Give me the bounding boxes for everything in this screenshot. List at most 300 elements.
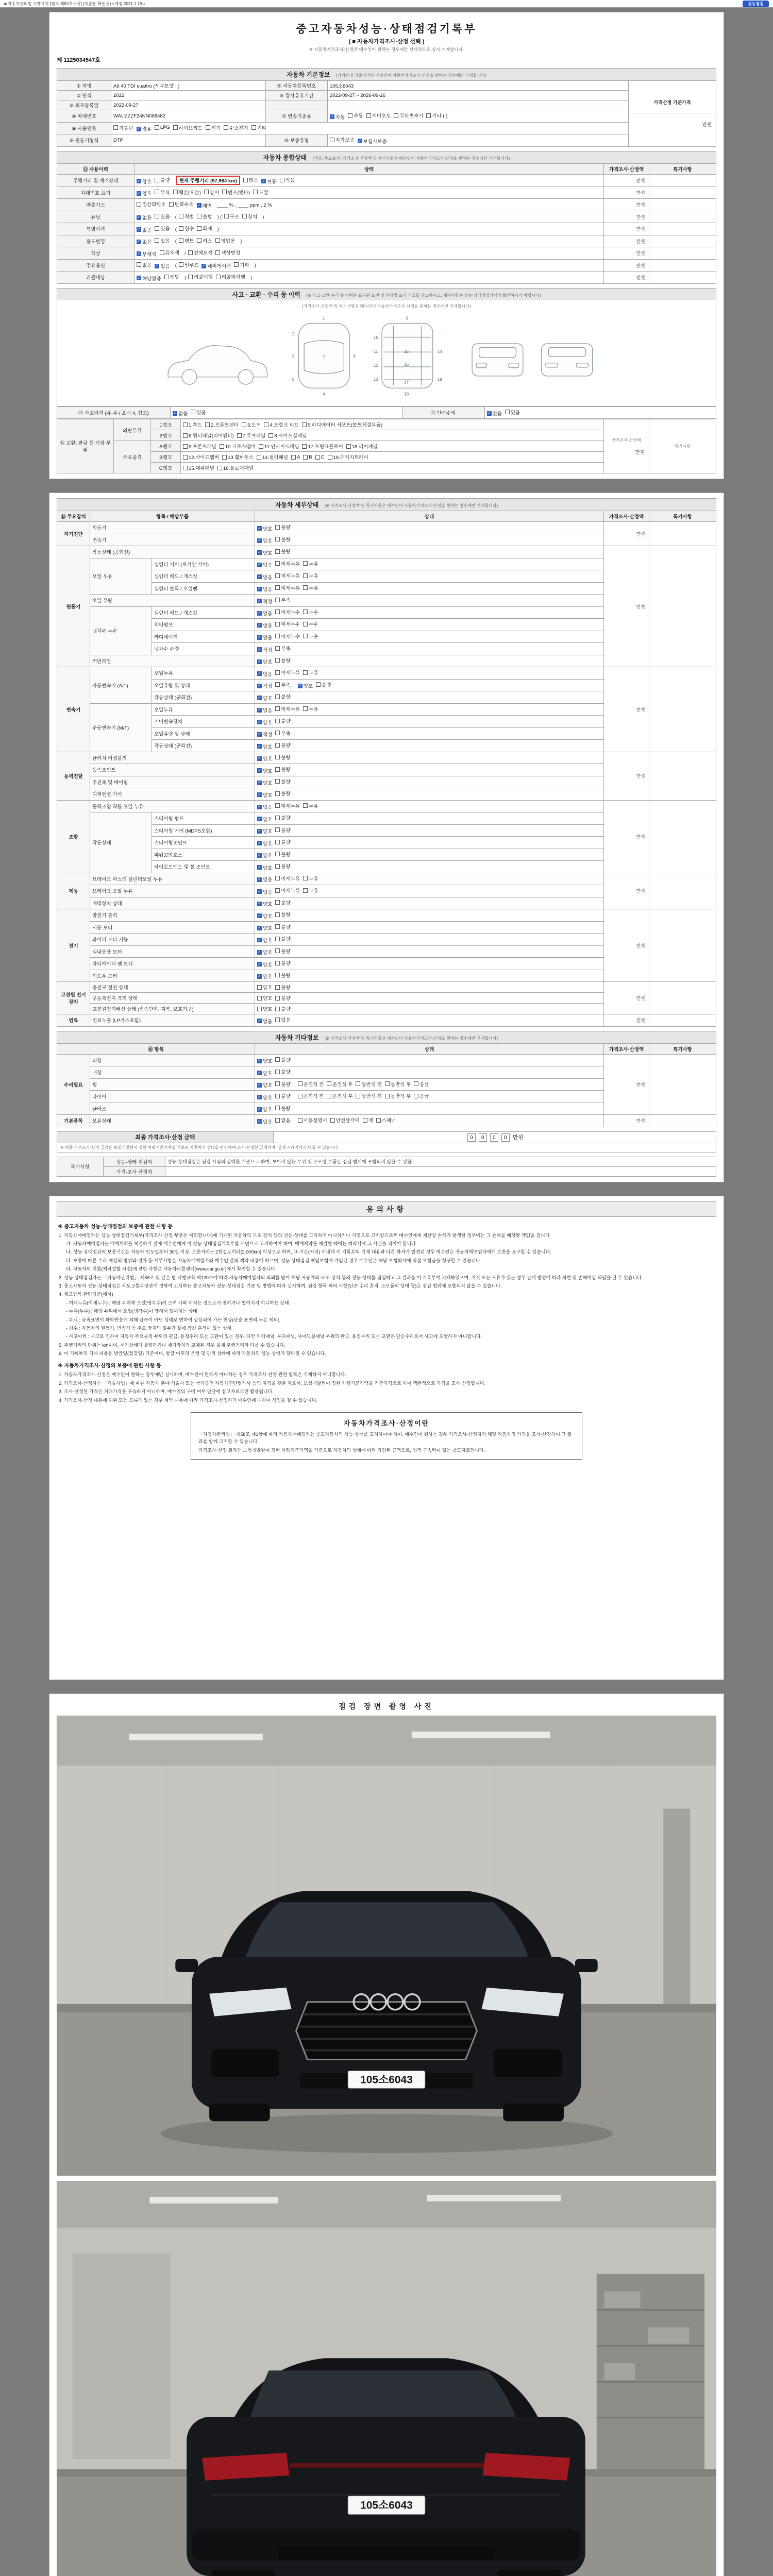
state-cell [255, 752, 604, 764]
checkbox-option[interactable] [275, 1116, 290, 1124]
checkbox-option[interactable] [303, 620, 318, 628]
checkbox-option[interactable] [257, 948, 272, 956]
checkbox-option[interactable] [257, 682, 272, 689]
checkbox-option[interactable] [137, 125, 152, 132]
checkbox-option[interactable] [257, 622, 272, 629]
checkbox-option[interactable] [257, 912, 272, 920]
checkbox-option[interactable] [257, 755, 272, 762]
checkbox-option[interactable] [257, 1118, 272, 1125]
checkbox-option[interactable] [298, 1116, 327, 1124]
checkbox-option[interactable] [275, 947, 290, 955]
checkbox-option[interactable] [275, 1056, 290, 1063]
engine-type-value: DTP [111, 134, 266, 147]
checkbox-option[interactable] [315, 454, 325, 460]
checkbox-option[interactable] [206, 124, 221, 131]
checkbox-label: 양호 [263, 1007, 273, 1012]
unchecked-box-icon [275, 888, 280, 893]
checkbox-option[interactable] [257, 731, 272, 738]
checkbox-option[interactable] [197, 225, 212, 232]
unchecked-box-icon [303, 455, 308, 460]
checkbox-label: 자동 [335, 114, 345, 121]
checkbox-label: 부족 [281, 646, 291, 652]
checkbox-option[interactable] [242, 213, 257, 220]
device-cell: 자기진단 [57, 522, 90, 546]
checkbox-option[interactable] [275, 911, 290, 918]
checkbox-label: 15.대쉬패널 [189, 466, 214, 471]
checkbox-option[interactable] [257, 1081, 272, 1089]
checkbox-option[interactable] [261, 178, 276, 185]
checkbox-option[interactable] [188, 249, 213, 256]
unchecked-box-icon [303, 573, 308, 578]
checkbox-option[interactable] [251, 124, 266, 131]
checkbox-option[interactable] [215, 249, 240, 256]
checkbox-option[interactable] [237, 432, 266, 439]
checkbox-option[interactable] [257, 973, 272, 980]
checkbox-option[interactable] [242, 421, 261, 428]
checkbox-option[interactable] [257, 816, 272, 823]
checkbox-option[interactable] [179, 225, 194, 232]
checkbox-option[interactable] [275, 608, 300, 616]
checkbox-option[interactable] [348, 112, 363, 119]
checkbox-option[interactable] [257, 994, 272, 1002]
checkbox-option[interactable] [275, 838, 290, 845]
checkbox-option[interactable] [328, 453, 368, 461]
checkbox-option[interactable] [205, 421, 239, 428]
checked-box-icon [257, 659, 262, 664]
checkbox-option[interactable] [303, 669, 318, 676]
checkbox-option[interactable] [173, 189, 201, 196]
checkbox-option[interactable] [385, 1092, 411, 1099]
checkbox-label: LPG [160, 125, 170, 130]
notices-panel [49, 1196, 724, 1680]
checkbox-option[interactable] [137, 178, 152, 185]
checkbox-option[interactable] [316, 681, 331, 688]
checkbox-option[interactable] [303, 560, 318, 567]
checkbox-option[interactable] [275, 584, 300, 591]
item-cell: 윈도우 모터 [90, 970, 255, 982]
checkbox-option[interactable] [220, 443, 256, 450]
remark-cell [649, 909, 716, 982]
checkbox-option[interactable] [366, 112, 391, 119]
checkbox-option[interactable] [183, 464, 214, 471]
checkbox-option[interactable] [303, 705, 318, 713]
notice-line: 3. 조사·산정된 가격은 거래가격을 구속하지 아니하며, 매수인의 구매 여부 판단에 참고자료로만 활용됩니다. [59, 1389, 274, 1395]
checkbox-option[interactable] [275, 560, 300, 567]
checkbox-option[interactable] [257, 706, 272, 714]
state-cell [255, 776, 604, 788]
checkbox-option[interactable] [275, 741, 290, 749]
checkbox-option[interactable] [505, 409, 520, 416]
checkbox-option[interactable] [291, 454, 300, 460]
checkbox-option[interactable] [275, 1092, 290, 1099]
checkbox-option[interactable] [394, 112, 423, 119]
checkbox-option[interactable] [275, 802, 300, 809]
state-text: ) [262, 214, 264, 220]
checkbox-option[interactable] [275, 826, 290, 834]
checkbox-label: 양호 [263, 985, 273, 991]
checkbox-option[interactable] [275, 814, 290, 821]
checkbox-option[interactable] [179, 213, 194, 220]
checkbox-option[interactable] [191, 409, 206, 416]
checkbox-option[interactable] [275, 959, 290, 967]
checkbox-option[interactable] [275, 730, 290, 737]
checkbox-option[interactable] [173, 124, 203, 131]
checkbox-option[interactable] [160, 249, 180, 256]
rank1-options [181, 419, 604, 430]
checkbox-option[interactable] [216, 273, 245, 280]
comprehensive-note: (색상, 주요옵션, 가격조사·산정액 및 특기사항은 매수인이 자동차가격조사·산정을 원하는 경우에만 기재합니다) [312, 156, 510, 161]
unchecked-box-icon [155, 125, 159, 130]
checkbox-label: 불량 [281, 840, 291, 845]
checkbox-option[interactable] [183, 453, 219, 461]
checkbox-option[interactable] [275, 766, 290, 773]
checkbox-option[interactable] [257, 453, 288, 461]
checkbox-option[interactable] [257, 585, 272, 592]
checkbox-option[interactable] [275, 669, 300, 676]
checkbox-option[interactable] [155, 213, 170, 220]
remark-cell [649, 187, 716, 199]
checkbox-option[interactable] [222, 189, 250, 196]
checkbox-option[interactable] [275, 778, 290, 785]
checkbox-option[interactable] [257, 1070, 272, 1077]
inspector-comment: 성능·상태점검은 점검 시점의 상태를 기준으로 하며, 보이지 않는 부위 및 소모성 부품은 점검 범위에 포함되지 않을 수 있음. [165, 1157, 716, 1166]
checkbox-option[interactable] [275, 754, 290, 761]
unchecked-box-icon [275, 973, 280, 977]
notice-line: 다. 보증에 따른 수리·배상의 범위와 절차 등 세부사항은 자동차매매업자와 매수인 간의 계약 내용에 따르며, 성능·상태점검 책임보험에 가입된 경우 매수인은 해당 보험회사에 직접 보험금을 청구할 수 있습니다. [66, 1258, 482, 1263]
checkbox-option[interactable] [137, 200, 166, 208]
checkbox-option[interactable] [275, 994, 290, 1002]
checkbox-option[interactable] [275, 681, 290, 688]
unchecked-box-icon [275, 996, 280, 1001]
checkbox-option[interactable] [257, 937, 272, 944]
checkbox-option[interactable] [137, 214, 152, 221]
checkbox-option[interactable] [197, 237, 212, 244]
checkbox-option[interactable] [222, 453, 254, 461]
checkbox-option[interactable] [275, 1005, 290, 1012]
checkbox-option[interactable] [137, 190, 152, 197]
checkbox-option[interactable] [414, 1092, 429, 1099]
checkbox-option[interactable] [257, 791, 272, 799]
checkbox-option[interactable] [257, 803, 272, 810]
checkbox-option[interactable] [257, 549, 272, 556]
checkbox-option[interactable] [257, 658, 272, 665]
checkbox-label: 14.필러패널 [262, 455, 288, 461]
checkbox-option[interactable] [356, 1080, 381, 1088]
checkbox-option[interactable] [183, 421, 202, 428]
checkbox-option[interactable] [275, 899, 290, 906]
checkbox-label: 있음 [160, 214, 170, 220]
checkbox-option[interactable] [215, 237, 236, 244]
checkbox-option[interactable] [275, 657, 290, 664]
checkbox-option[interactable] [346, 443, 378, 450]
svg-text:18: 18 [404, 392, 409, 397]
checkbox-label: 양호 [263, 829, 273, 835]
checkbox-option[interactable] [257, 876, 272, 883]
checkbox-label: 부족 [281, 731, 291, 737]
state-cell [255, 655, 604, 667]
fuel-options [111, 122, 629, 134]
checkbox-option[interactable] [275, 935, 290, 942]
rankA-label: A랭크 [151, 441, 181, 452]
unchecked-box-icon [155, 178, 159, 182]
checkbox-option[interactable] [257, 900, 272, 907]
checkbox-option[interactable] [363, 1116, 373, 1124]
checkbox-label: 없음 [263, 805, 273, 810]
checkbox-option[interactable] [275, 536, 290, 543]
checkbox-option[interactable] [275, 1105, 290, 1112]
checkbox-option[interactable] [330, 113, 345, 121]
checkbox-label: C [321, 454, 325, 460]
checkbox-option[interactable] [257, 1106, 272, 1113]
checked-box-icon [257, 756, 262, 761]
checkbox-option[interactable] [201, 262, 231, 269]
remark-cell [649, 1115, 716, 1127]
checkbox-option[interactable] [275, 1080, 290, 1088]
item-cell: 브레이크 오일 누유 [90, 885, 255, 897]
checkbox-option[interactable] [173, 410, 188, 417]
checkbox-option[interactable] [275, 693, 290, 700]
checkbox-option[interactable] [257, 827, 272, 835]
checkbox-option[interactable] [155, 237, 170, 244]
checkbox-option[interactable] [303, 584, 318, 591]
price-cell: 만원 [604, 211, 649, 223]
checkbox-option[interactable] [257, 537, 272, 544]
checkbox-option[interactable] [257, 561, 272, 568]
table-row [57, 110, 716, 123]
unchecked-box-icon [188, 275, 193, 279]
checkbox-label: 양호 [263, 853, 273, 859]
checkbox-option[interactable] [188, 273, 213, 280]
checked-box-icon [257, 574, 262, 579]
checkbox-option[interactable] [275, 705, 300, 713]
unchecked-box-icon [275, 840, 280, 844]
checkbox-option[interactable] [257, 634, 272, 641]
checkbox-label: 미세누수 [281, 634, 300, 640]
checkbox-option[interactable] [155, 262, 170, 269]
checkbox-option[interactable] [303, 454, 312, 460]
mileage-highlight: 현재 주행거리 (57,964 km) [176, 176, 240, 185]
checkbox-label: 리스 [203, 238, 212, 244]
checkbox-option[interactable] [113, 124, 133, 131]
checkbox-option[interactable] [275, 862, 290, 870]
checkbox-option[interactable] [358, 138, 387, 145]
subitem-cell: 실린더 커버 (로커암 커버) [152, 558, 255, 570]
svg-text:19: 19 [437, 377, 442, 382]
state-cell [255, 861, 604, 873]
checkbox-label: 양호 [263, 913, 273, 920]
checkbox-option[interactable] [137, 275, 161, 282]
rankC-options [181, 463, 604, 473]
checkbox-option[interactable] [234, 261, 249, 268]
svg-text:4: 4 [323, 392, 325, 397]
checkbox-option[interactable] [298, 1080, 324, 1088]
checkbox-option[interactable] [257, 1094, 272, 1101]
svg-text:11: 11 [373, 349, 378, 354]
checkbox-option[interactable] [257, 840, 272, 847]
checkbox-option[interactable] [303, 633, 318, 640]
main-frame-label: 주요골격 [114, 441, 151, 473]
checkbox-option[interactable] [385, 1080, 411, 1088]
rank1-label: 1랭크 [151, 419, 181, 430]
checkbox-option[interactable] [257, 852, 272, 859]
checkbox-option[interactable] [376, 1116, 396, 1124]
checkbox-option[interactable] [257, 743, 272, 750]
checkbox-option[interactable] [275, 620, 300, 628]
checkbox-option[interactable] [327, 1080, 352, 1088]
checkbox-label: 있음 [160, 264, 170, 269]
checkbox-option[interactable] [275, 1068, 290, 1075]
checkbox-option[interactable] [183, 443, 216, 450]
checkbox-option[interactable] [257, 1018, 272, 1025]
checkbox-option[interactable] [330, 136, 355, 143]
checkbox-option[interactable] [275, 875, 300, 882]
checkbox-option[interactable] [179, 237, 194, 244]
remark-cell [649, 546, 716, 667]
checkbox-option[interactable] [224, 213, 239, 220]
checkbox-option[interactable] [155, 176, 170, 183]
checkbox-label: 양호 [263, 841, 273, 847]
checkbox-option[interactable] [298, 1092, 324, 1099]
checkbox-option[interactable] [257, 888, 272, 895]
checkbox-option[interactable] [257, 525, 272, 532]
checkbox-option[interactable] [253, 189, 268, 196]
unchecked-box-icon [197, 238, 201, 243]
checkbox-option[interactable] [302, 443, 343, 450]
checkbox-option[interactable] [257, 1005, 272, 1012]
notice-line: 라. 자동차의 리콜(제작결함 시정)에 관한 사항은 자동차리콜센터(www.car.go.kr)에서 확인할 수 있습니다. [66, 1266, 277, 1272]
checkbox-option[interactable] [155, 225, 170, 232]
checkbox-option[interactable] [275, 1016, 290, 1023]
checkbox-option[interactable] [257, 646, 272, 653]
checkbox-option[interactable] [487, 410, 502, 417]
unchecked-box-icon [346, 444, 351, 449]
checkbox-option[interactable] [275, 572, 300, 579]
checkbox-option[interactable] [275, 984, 290, 991]
vehicle-name-label: ① 차명 [57, 81, 111, 91]
checkbox-option[interactable] [275, 633, 300, 640]
col-state: 상태 [135, 163, 604, 174]
checkbox-option[interactable] [257, 609, 272, 617]
checkbox-label: 잭 [368, 1118, 373, 1124]
checkbox-option[interactable] [183, 432, 234, 439]
checkbox-option[interactable] [259, 443, 299, 450]
checkbox-option[interactable] [275, 851, 290, 858]
checkbox-option[interactable] [257, 961, 272, 968]
checkbox-option[interactable] [155, 189, 170, 196]
checkbox-option[interactable] [275, 523, 290, 531]
checkbox-label: 없음 [263, 623, 273, 629]
final-price-notice: ※ 최종 가격조사·산정 금액은 보험개발원이 정한 차량기준가액을 기초로 자동차의 상태를 반영하여 조사·산정한 금액이며, 실제 거래가격과 다를 수 있습니다. [57, 1143, 716, 1152]
checkbox-option[interactable] [257, 984, 272, 991]
checked-box-icon [257, 671, 262, 676]
checkbox-option[interactable] [280, 176, 295, 183]
form-head-note: ※ 자동차가격조사·산정은 매수인이 원하는 경우에만 선택적으로 실시·기재합니다. [309, 47, 464, 52]
checkbox-option[interactable] [356, 1092, 381, 1099]
checkbox-option[interactable] [224, 124, 248, 131]
checkbox-option[interactable] [137, 250, 157, 258]
checkbox-option[interactable] [257, 1057, 272, 1064]
checkbox-option[interactable] [137, 238, 152, 245]
checkbox-label: 구조 [229, 214, 239, 220]
checkbox-label: 누유 [309, 888, 318, 894]
checkbox-option[interactable] [257, 694, 272, 702]
checkbox-option[interactable] [303, 887, 318, 894]
checkbox-option[interactable] [275, 790, 290, 797]
subitem-cell: 실린더 블록 / 오일팬 [152, 582, 255, 595]
form-subtitle: ( ■ 자동차가격조사·산정 선택 ) [348, 39, 425, 45]
checkbox-label: 기타 [240, 262, 249, 268]
checkbox-option[interactable] [298, 682, 313, 689]
checkbox-option[interactable] [414, 1080, 429, 1088]
checkbox-label: 자가보증 [335, 138, 355, 143]
checkbox-option[interactable] [303, 802, 318, 809]
checkbox-option[interactable] [179, 261, 199, 268]
checkbox-option[interactable] [137, 226, 152, 233]
checkbox-label: 양호 [263, 696, 273, 702]
checkbox-option[interactable] [243, 176, 258, 183]
table-row [57, 1131, 716, 1143]
checkbox-option[interactable] [257, 719, 272, 726]
checkbox-option[interactable] [169, 200, 194, 208]
checkbox-option[interactable] [275, 596, 290, 603]
checkbox-option[interactable] [275, 887, 300, 894]
checkbox-option[interactable] [257, 573, 272, 581]
checkbox-option[interactable] [257, 767, 272, 774]
checkbox-option[interactable] [275, 923, 290, 930]
price-cell: 만원 [604, 800, 649, 873]
checkbox-option[interactable] [197, 202, 212, 209]
state-cell [255, 1115, 604, 1127]
checkbox-option[interactable] [257, 670, 272, 677]
checkbox-option[interactable] [302, 421, 382, 428]
checkbox-option[interactable] [257, 598, 272, 605]
checkbox-option[interactable] [197, 213, 212, 220]
checkbox-option[interactable] [303, 608, 318, 616]
checked-box-icon [137, 251, 141, 256]
checkbox-option[interactable] [327, 1092, 352, 1099]
checkbox-option[interactable] [155, 125, 170, 130]
checkbox-option[interactable] [137, 261, 152, 268]
unchecked-box-icon [275, 537, 280, 541]
checkbox-option[interactable] [268, 432, 307, 439]
unchecked-box-icon [237, 433, 242, 438]
checkbox-option[interactable] [426, 112, 447, 119]
checkbox-option[interactable] [275, 645, 290, 652]
checkbox-option[interactable] [257, 779, 272, 786]
state-cell [255, 619, 604, 631]
unchecked-box-icon [173, 125, 178, 130]
price-cell: 만원 [604, 199, 649, 211]
checkbox-option[interactable] [257, 864, 272, 871]
checkbox-option[interactable] [257, 924, 272, 931]
checkbox-option[interactable] [303, 875, 318, 882]
checkbox-option[interactable] [217, 464, 254, 471]
checkbox-option[interactable] [204, 189, 219, 196]
checked-box-icon [257, 829, 262, 834]
checkbox-option[interactable] [303, 572, 318, 579]
checkbox-option[interactable] [275, 717, 290, 724]
checkbox-option[interactable] [275, 548, 290, 555]
checkbox-option[interactable] [264, 421, 298, 428]
other-info-note: (※ 가격조사·산정액 및 특기사항은 매수인이 자동차가격조사·산정을 원하는 경우에만 기재합니다) [324, 1036, 498, 1041]
checkbox-option[interactable] [330, 1116, 360, 1124]
checked-box-icon [173, 411, 177, 416]
checkbox-option[interactable] [275, 972, 290, 979]
checkbox-option[interactable] [164, 273, 179, 280]
warranty-options [328, 134, 629, 147]
checkbox-label: 양호 [142, 191, 152, 197]
detail-row [57, 1014, 716, 1027]
